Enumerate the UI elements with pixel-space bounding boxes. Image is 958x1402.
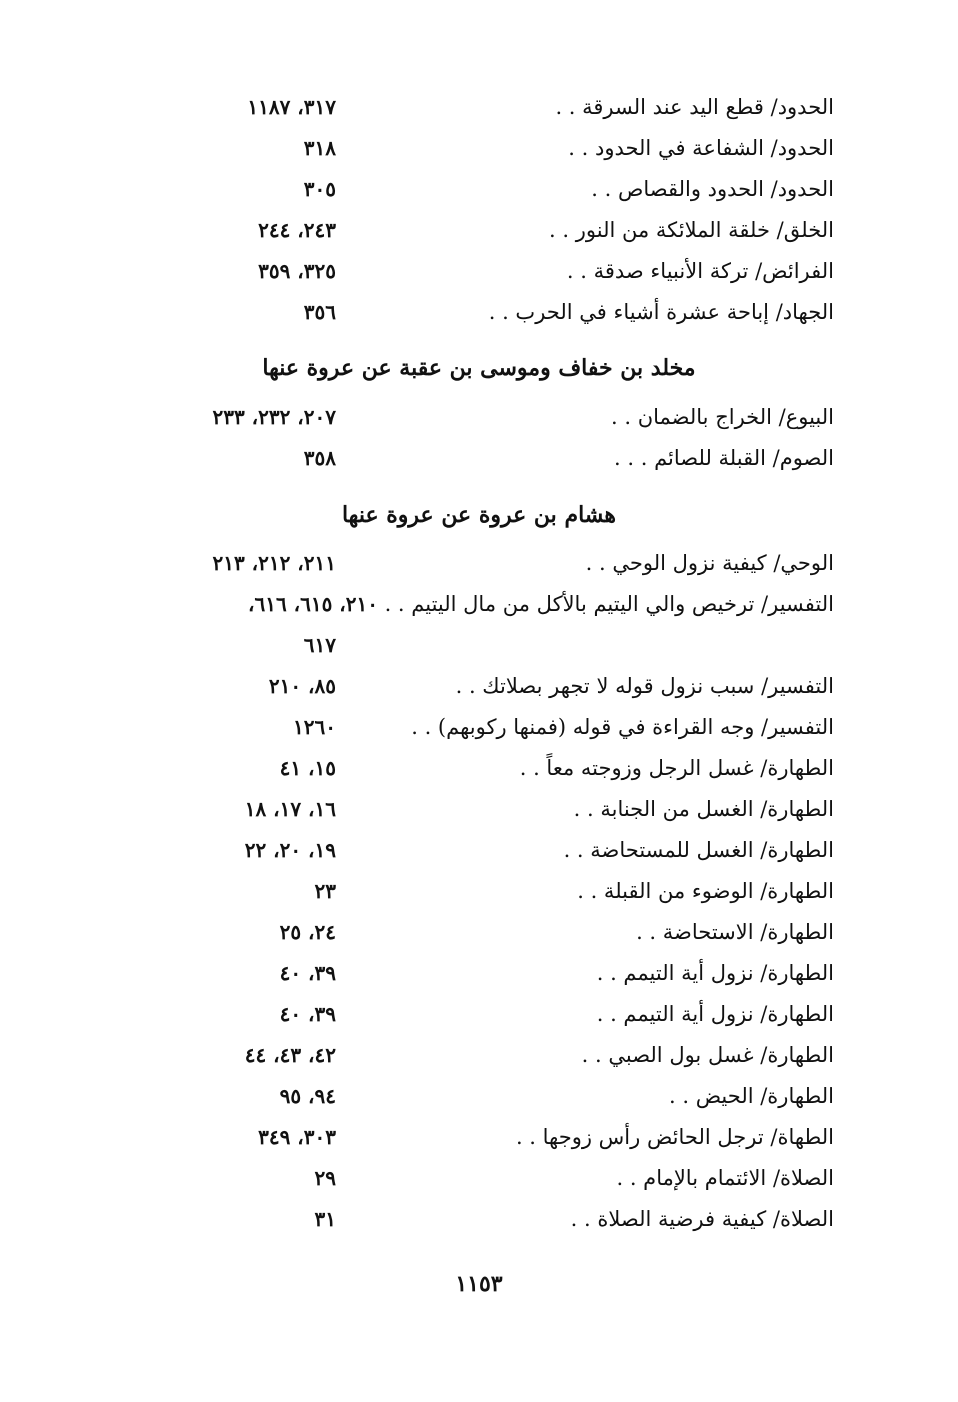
entry-topic: الطهارة/ الحيض . . [669,1084,834,1108]
entry-pages: ٣٥٨ [303,446,336,470]
entry-topic: البيوع/ الخراج بالضمان . . [611,405,834,429]
entry-pages: ١٥، ٤١ [279,756,336,780]
index-entry [0,871,958,912]
entry-topic: الطهارة/ غسل بول الصبي . . [581,1043,834,1067]
entry-topic: الطهارة/ نزول أية التيمم . . [596,1002,834,1026]
entry-pages: ٨٥، ٢١٠ [268,674,336,698]
index-entry [0,912,958,953]
section-heading: مخلد بن خفاف وموسى بن عقبة عن عروة عنها [262,355,696,381]
entry-pages: ٤٢، ٤٣، ٤٤ [244,1043,336,1067]
index-entry [0,438,958,479]
index-entry [0,1117,958,1158]
entry-pages: ٣٠٣، ٣٤٩ [258,1125,336,1149]
entry-topic: الصوم/ القبلة للصائم . . . [614,446,834,470]
index-entry [0,1158,958,1199]
entry-pages: ٢٤، ٢٥ [279,920,336,944]
index-entry [0,251,958,292]
index-entry [0,87,958,128]
entry-topic: الطهارة/ نزول أية التيمم . . [596,961,834,985]
entry-topic: الطهارة/ الاستحاضة . . [636,920,834,944]
entry-pages: ٣٢٥، ٣٥٩ [258,259,336,283]
entry-topic: الطهارة/ غسل الرجل وزوجته معاً . . [519,756,834,780]
page-number: ١١٥٣ [455,1271,503,1297]
entry-topic: التفسير/ وجه القراءة في قوله (فمنها ركوبهم) . . [411,715,834,739]
entry-pages: ٢١٠، ٦١٥، ٦١٦، [247,592,378,616]
index-entry [0,707,958,748]
index-entry [0,1035,958,1076]
entry-pages: ٣١٨ [303,136,336,160]
entry-pages: ٢٠٧، ٢٣٢، ٢٣٣ [212,405,336,429]
entry-pages: ٢١١، ٢١٢، ٢١٣ [212,551,336,575]
entry-pages: ٣٩، ٤٠ [279,961,336,985]
index-entry [0,830,958,871]
entry-pages: ٢٣ [314,879,336,903]
entry-topic: الوحي/ كيفية نزول الوحي . . [585,551,834,575]
index-entry [0,397,958,438]
entry-topic: الحدود/ الشفاعة في الحدود . . [568,136,834,160]
entry-pages: ١٩، ٢٠، ٢٢ [244,838,336,862]
entry-topic: الطهارة/ الغسل من الجنابة . . [573,797,834,821]
entry-pages: ٣١ [314,1207,336,1231]
entry-pages: ٣١٧، ١١٨٧ [247,95,336,119]
index-entry [0,789,958,830]
entry-pages-continued: ٦١٧ [303,633,336,657]
index-entry [0,1199,958,1240]
index-entry [0,1076,958,1117]
entry-pages: ١٦، ١٧، ١٨ [244,797,336,821]
index-entry [0,748,958,789]
index-entry-continuation [0,625,958,666]
entry-topic: الجهاد/ إباحة عشرة أشياء في الحرب . . [488,300,834,324]
entry-pages: ٢٩ [314,1166,336,1190]
entry-pages: ٩٤، ٩٥ [279,1084,336,1108]
index-entry [0,292,958,333]
entry-topic: الطهارة/ الغسل للمستحاضة . . [563,838,834,862]
index-entry [0,666,958,707]
index-entry [0,543,958,584]
entry-topic: الطهارة/ الوضوء من القبلة . . [577,879,834,903]
entry-topic: التفسير/ ترخيص والي اليتيم بالأكل من مال اليتيم . . [384,592,834,616]
entry-topic: الحدود/ قطع اليد عند السرقة . . [555,95,834,119]
entry-topic: الطهاة/ ترجل الحائض رأس زوجها . . [515,1125,834,1149]
entry-topic: الحدود/ الحدود والقصاص . . [591,177,834,201]
entry-topic: التفسير/ سبب نزول قوله لا تجهر بصلاتك . . [455,674,834,698]
section-heading: هشام بن عروة عن عروة عنها [341,502,617,528]
entry-pages: ٢٤٣، ٢٤٤ [258,218,336,242]
index-entry [0,210,958,251]
entry-pages: ٣٩، ٤٠ [279,1002,336,1026]
entry-topic: الخلق/ خلقة الملائكة من النور . . [549,218,834,242]
index-entry [0,953,958,994]
index-entry [0,128,958,169]
entry-topic: الصلاة/ الائتمام بالإمام . . [616,1166,834,1190]
entry-pages: ٣٠٥ [303,177,336,201]
index-entry [0,994,958,1035]
entry-pages: ١٢٦٠ [293,715,336,739]
index-entry [0,584,958,625]
index-entry [0,169,958,210]
entry-topic: الصلاة/ كيفية فرضية الصلاة . . [570,1207,834,1231]
entry-topic: الفرائض/ تركة الأنبياء صدقة . . [566,259,834,283]
entry-pages: ٣٥٦ [303,300,336,324]
